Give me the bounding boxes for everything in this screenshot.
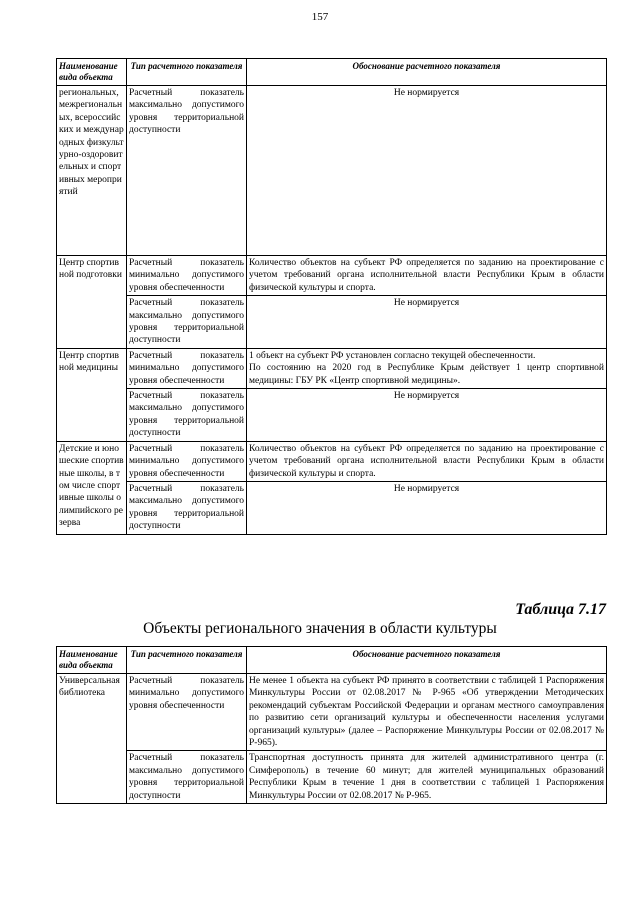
indicator-type: Расчетный показатель максимально допустимого уровня территориальной доступности: [127, 86, 247, 256]
page-number: 157: [311, 11, 329, 23]
indicator-type: Расчетный показатель минимально допустимого уровня обеспеченности: [127, 674, 247, 751]
indicator-type: Расчетный показатель максимально допустимого уровня территориальной доступности: [127, 481, 247, 534]
header-name: Наименование вида объекта: [57, 59, 127, 86]
sports-objects-table: [56, 58, 607, 535]
indicator-reason: Не нормируется: [247, 86, 607, 256]
table-label: Таблица 7.17: [515, 601, 606, 618]
object-name: Центр спортивной медицины: [57, 348, 127, 441]
culture-objects-table: [56, 646, 607, 804]
object-name: Центр спортивной подготовки: [57, 256, 127, 349]
table-row: [57, 389, 607, 442]
table-row: [57, 86, 607, 256]
indicator-reason: Количество объектов на субъект РФ определяется по заданию на проектирование с учетом требований органа исполнительной власти Республики Крым в области физической культуры и спорта.: [247, 441, 607, 481]
indicator-reason: Не нормируется: [247, 389, 607, 442]
indicator-type: Расчетный показатель максимально допустимого уровня территориальной доступности: [127, 296, 247, 349]
indicator-type: Расчетный показатель минимально допустимого уровня обеспеченности: [127, 348, 247, 388]
indicator-type: Расчетный показатель минимально допустимого уровня обеспеченности: [127, 441, 247, 481]
table-row: [57, 296, 607, 349]
indicator-reason: 1 объект на субъект РФ установлен согласно текущей обеспеченности.: [249, 350, 536, 361]
object-name: региональных, межрегиональных, всероссийских и международных физкультурно-оздоровительных и спортивных мероприятий: [57, 86, 127, 256]
table-header-row: [57, 59, 607, 86]
table-row: [57, 481, 607, 534]
indicator-reason-note: По состоянию на 2020 год в Республике Крым действует 1 центр спортивной медицины: ГБУ РК «Центр спортивной медицины».: [249, 363, 604, 386]
indicator-type: Расчетный показатель максимально допустимого уровня территориальной доступности: [127, 751, 247, 804]
indicator-reason-cell: [247, 348, 607, 388]
indicator-reason: Не нормируется: [247, 296, 607, 349]
header-reason: Обоснование расчетного показателя: [247, 647, 607, 674]
table-row: [57, 441, 607, 481]
header-name: Наименование вида объекта: [57, 647, 127, 674]
table-row: [57, 256, 607, 296]
table-row: [57, 751, 607, 804]
indicator-reason: Транспортная доступность принята для жителей административного центра (г. Симферополь) в течение 60 минут; для жителей муниципальных образований Республики Крым в течение 1 дня в соответствии с таблицей 1 Распоряжения Минкультуры России от 02.08.2017 № Р-965.: [247, 751, 607, 804]
indicator-reason: Количество объектов на субъект РФ определяется по заданию на проектирование с учетом требований органа исполнительной власти Республики Крым в области физической культуры и спорта.: [247, 256, 607, 296]
object-name: Детские и юношеские спортивные школы, в том числе спортивные школы олимпийского резерва: [57, 441, 127, 534]
table-row: [57, 674, 607, 751]
table-heading: Объекты регионального значения в области культуры: [143, 620, 497, 637]
header-reason: Обоснование расчетного показателя: [247, 59, 607, 86]
header-type: Тип расчетного показателя: [127, 647, 247, 674]
header-type: Тип расчетного показателя: [127, 59, 247, 86]
indicator-reason: Не менее 1 объекта на субъект РФ принято в соответствии с таблицей 1 Распоряжения Минкультуры России от 02.08.2017 № Р-965 «Об утверждении Методических рекомендаций субъектам Российской Федерации и органам местного самоуправления по развитию сети организаций культуры и обеспеченности населения услугами организаций культуры» (далее – Распоряжение Минкультуры России от 02.08.2017 № Р-965).: [247, 674, 607, 751]
indicator-reason: Не нормируется: [247, 481, 607, 534]
indicator-type: Расчетный показатель максимально допустимого уровня территориальной доступности: [127, 389, 247, 442]
table-row: [57, 348, 607, 388]
table-header-row: [57, 647, 607, 674]
object-name: Универсальная библиотека: [57, 674, 127, 804]
indicator-type: Расчетный показатель минимально допустимого уровня обеспеченности: [127, 256, 247, 296]
